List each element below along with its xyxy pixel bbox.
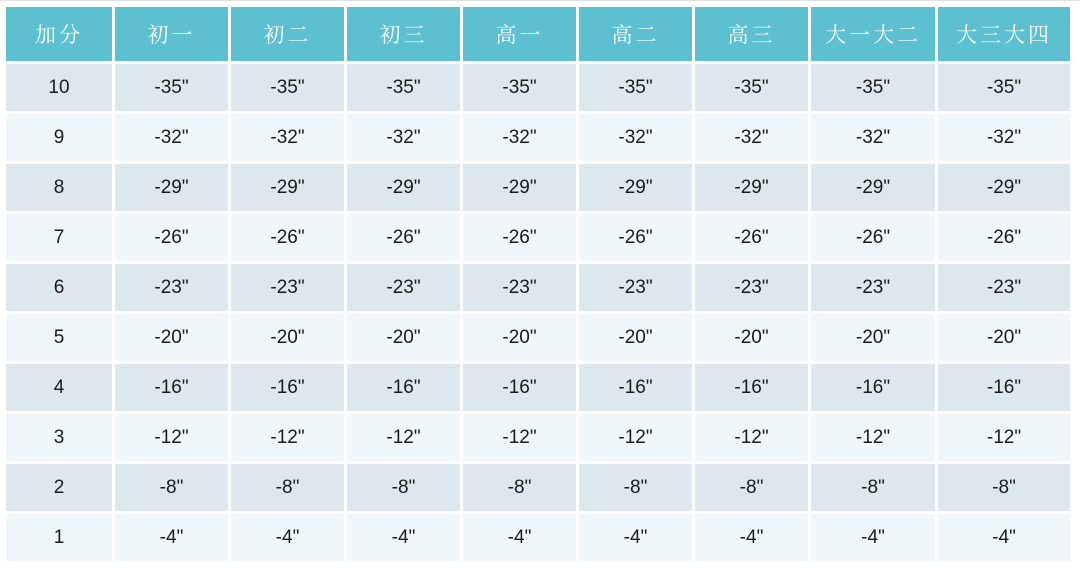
value-cell: -20"	[938, 314, 1070, 361]
value-cell: -29"	[811, 164, 935, 211]
value-cell: -29"	[347, 164, 460, 211]
value-cell: -32"	[115, 114, 228, 161]
value-cell: -23"	[811, 264, 935, 311]
score-cell: 4	[6, 364, 112, 411]
value-cell: -16"	[115, 364, 228, 411]
value-cell: -35"	[347, 64, 460, 111]
value-cell: -26"	[579, 214, 692, 261]
score-cell: 8	[6, 164, 112, 211]
value-cell: -12"	[695, 414, 808, 461]
value-cell: -16"	[463, 364, 576, 411]
value-cell: -26"	[347, 214, 460, 261]
value-cell: -29"	[231, 164, 344, 211]
value-cell: -4"	[347, 514, 460, 561]
value-cell: -35"	[231, 64, 344, 111]
value-cell: -26"	[463, 214, 576, 261]
table-row	[6, 514, 1070, 561]
table-row	[6, 414, 1070, 461]
value-cell: -4"	[115, 514, 228, 561]
value-cell: -8"	[938, 464, 1070, 511]
value-cell: -23"	[115, 264, 228, 311]
table-row	[6, 164, 1070, 211]
value-cell: -12"	[938, 414, 1070, 461]
table-row	[6, 464, 1070, 511]
value-cell: -8"	[347, 464, 460, 511]
value-cell: -26"	[811, 214, 935, 261]
value-cell: -20"	[579, 314, 692, 361]
value-cell: -29"	[579, 164, 692, 211]
value-cell: -32"	[231, 114, 344, 161]
header-cell-bonus-points: 加分	[6, 7, 112, 61]
value-cell: -4"	[938, 514, 1070, 561]
header-cell-grade7: 初一	[115, 7, 228, 61]
value-cell: -23"	[938, 264, 1070, 311]
value-cell: -26"	[695, 214, 808, 261]
header-cell-grade10: 高一	[463, 7, 576, 61]
header-cell-grade12: 高三	[695, 7, 808, 61]
value-cell: -32"	[347, 114, 460, 161]
value-cell: -4"	[811, 514, 935, 561]
value-cell: -20"	[347, 314, 460, 361]
value-cell: -23"	[579, 264, 692, 311]
header-row	[6, 7, 1070, 61]
value-cell: -29"	[463, 164, 576, 211]
score-cell: 6	[6, 264, 112, 311]
score-cell: 10	[6, 64, 112, 111]
value-cell: -23"	[695, 264, 808, 311]
header-cell-college34: 大三大四	[938, 7, 1070, 61]
value-cell: -12"	[347, 414, 460, 461]
header-cell-grade8: 初二	[231, 7, 344, 61]
score-cell: 3	[6, 414, 112, 461]
table-row	[6, 64, 1070, 111]
value-cell: -4"	[695, 514, 808, 561]
value-cell: -32"	[938, 114, 1070, 161]
value-cell: -29"	[695, 164, 808, 211]
score-cell: 5	[6, 314, 112, 361]
value-cell: -12"	[463, 414, 576, 461]
value-cell: -12"	[115, 414, 228, 461]
table-row	[6, 264, 1070, 311]
value-cell: -20"	[231, 314, 344, 361]
score-cell: 2	[6, 464, 112, 511]
value-cell: -20"	[463, 314, 576, 361]
value-cell: -35"	[115, 64, 228, 111]
value-cell: -4"	[231, 514, 344, 561]
value-cell: -23"	[347, 264, 460, 311]
value-cell: -16"	[579, 364, 692, 411]
value-cell: -20"	[695, 314, 808, 361]
value-cell: -20"	[115, 314, 228, 361]
header-cell-college12: 大一大二	[811, 7, 935, 61]
score-cell: 7	[6, 214, 112, 261]
value-cell: -35"	[938, 64, 1070, 111]
value-cell: -32"	[811, 114, 935, 161]
value-cell: -8"	[695, 464, 808, 511]
value-cell: -16"	[695, 364, 808, 411]
value-cell: -12"	[579, 414, 692, 461]
value-cell: -16"	[231, 364, 344, 411]
table-row	[6, 114, 1070, 161]
value-cell: -26"	[115, 214, 228, 261]
value-cell: -26"	[938, 214, 1070, 261]
value-cell: -32"	[463, 114, 576, 161]
value-cell: -8"	[579, 464, 692, 511]
value-cell: -16"	[347, 364, 460, 411]
value-cell: -29"	[938, 164, 1070, 211]
value-cell: -8"	[463, 464, 576, 511]
value-cell: -23"	[463, 264, 576, 311]
value-cell: -32"	[695, 114, 808, 161]
value-cell: -32"	[579, 114, 692, 161]
value-cell: -12"	[231, 414, 344, 461]
header-cell-grade11: 高二	[579, 7, 692, 61]
value-cell: -8"	[115, 464, 228, 511]
value-cell: -29"	[115, 164, 228, 211]
value-cell: -26"	[231, 214, 344, 261]
value-cell: -12"	[811, 414, 935, 461]
table-row	[6, 314, 1070, 361]
value-cell: -16"	[811, 364, 935, 411]
table-body	[6, 64, 1070, 561]
value-cell: -4"	[463, 514, 576, 561]
score-cell: 9	[6, 114, 112, 161]
value-cell: -20"	[811, 314, 935, 361]
value-cell: -23"	[231, 264, 344, 311]
value-cell: -35"	[695, 64, 808, 111]
bonus-score-table	[3, 4, 1073, 564]
value-cell: -35"	[463, 64, 576, 111]
score-cell: 1	[6, 514, 112, 561]
value-cell: -4"	[579, 514, 692, 561]
table-row	[6, 214, 1070, 261]
value-cell: -8"	[231, 464, 344, 511]
table-row	[6, 364, 1070, 411]
value-cell: -35"	[579, 64, 692, 111]
value-cell: -8"	[811, 464, 935, 511]
header-cell-grade9: 初三	[347, 7, 460, 61]
value-cell: -16"	[938, 364, 1070, 411]
value-cell: -35"	[811, 64, 935, 111]
